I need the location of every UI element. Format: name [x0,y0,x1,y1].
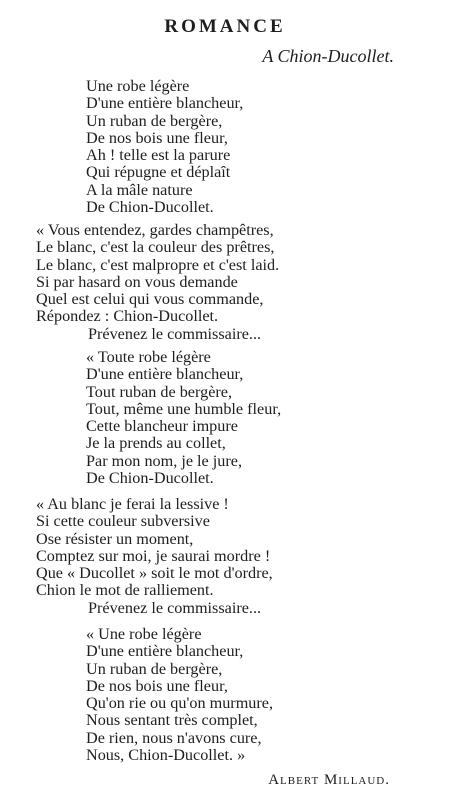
verse-line: D'une entière blancheur, [86,94,244,113]
verse-line: Que « Ducollet » soit le mot d'ordre, [36,564,273,583]
verse-line: D'une entière blancheur, [86,642,244,661]
refrain-line: Prévenez le commissaire... [88,324,262,343]
verse-line: De rien, nous n'avons cure, [86,728,262,747]
verse-line: Ah ! telle est la parure [86,146,231,165]
verse-line: D'une entière blancheur, [86,365,244,384]
verse-line: Qui répugne et déplaît [86,163,231,182]
verse-line: Cette blancheur impure [86,417,238,436]
dedication: A Chion-Ducollet. [262,46,394,66]
verse-line: « Toute robe légère [86,348,211,366]
author-signature: Albert Millaud. [268,772,390,788]
verse-line: De nos bois une fleur, [86,128,228,147]
verse-line: Nous sentant très complet, [86,711,258,730]
verse-line: Un ruban de bergère, [86,659,223,678]
verse-line: Par mon nom, je le jure, [86,451,242,470]
verse-line: Si par hasard on vous demande [36,272,238,291]
poem-title: ROMANCE [164,16,286,37]
verse-line: De Chion-Ducollet. [86,198,214,217]
verse-line: Tout ruban de bergère, [86,382,232,401]
verse-line: Un ruban de bergère, [86,111,223,130]
verse-line: Si cette couleur subversive [36,512,210,531]
verse-line: Qu'on rie ou qu'on murmure, [86,694,274,713]
stanza-3 [86,349,281,487]
stanza-2 [36,222,279,343]
refrain-line: Prévenez le commissaire... [88,598,262,617]
verse-line: Je la prends au collet, [86,434,226,453]
verse-line: Comptez sur moi, je saurai mordre ! [36,546,271,565]
verse-line: Nous, Chion-Ducollet. » [86,746,246,765]
verse-line: Répondez : Chion-Ducollet. [36,307,219,326]
verse-line: Chion le mot de ralliement. [36,581,214,600]
stanza-4 [36,496,273,617]
verse-line: Le blanc, c'est malpropre et c'est laid. [36,255,280,274]
stanza-5 [86,626,273,764]
verse-line: Le blanc, c'est la couleur des prêtres, [36,238,275,257]
verse-line: Tout, même une humble fleur, [86,399,282,418]
verse-line: De nos bois une fleur, [86,676,228,695]
verse-line: Quel est celui qui vous commande, [36,290,264,309]
verse-line: « Au blanc je ferai la lessive ! [36,495,229,513]
verse-line: Ose résister un moment, [36,529,194,548]
verse-line: De Chion-Ducollet. [86,469,214,488]
verse-line: « Vous entendez, gardes champêtres, [36,221,274,239]
verse-line: « Une robe légère [86,625,202,643]
verse-line: A la mâle nature [86,180,193,199]
verse-line: Une robe légère [86,77,190,95]
stanza-1 [86,78,243,216]
